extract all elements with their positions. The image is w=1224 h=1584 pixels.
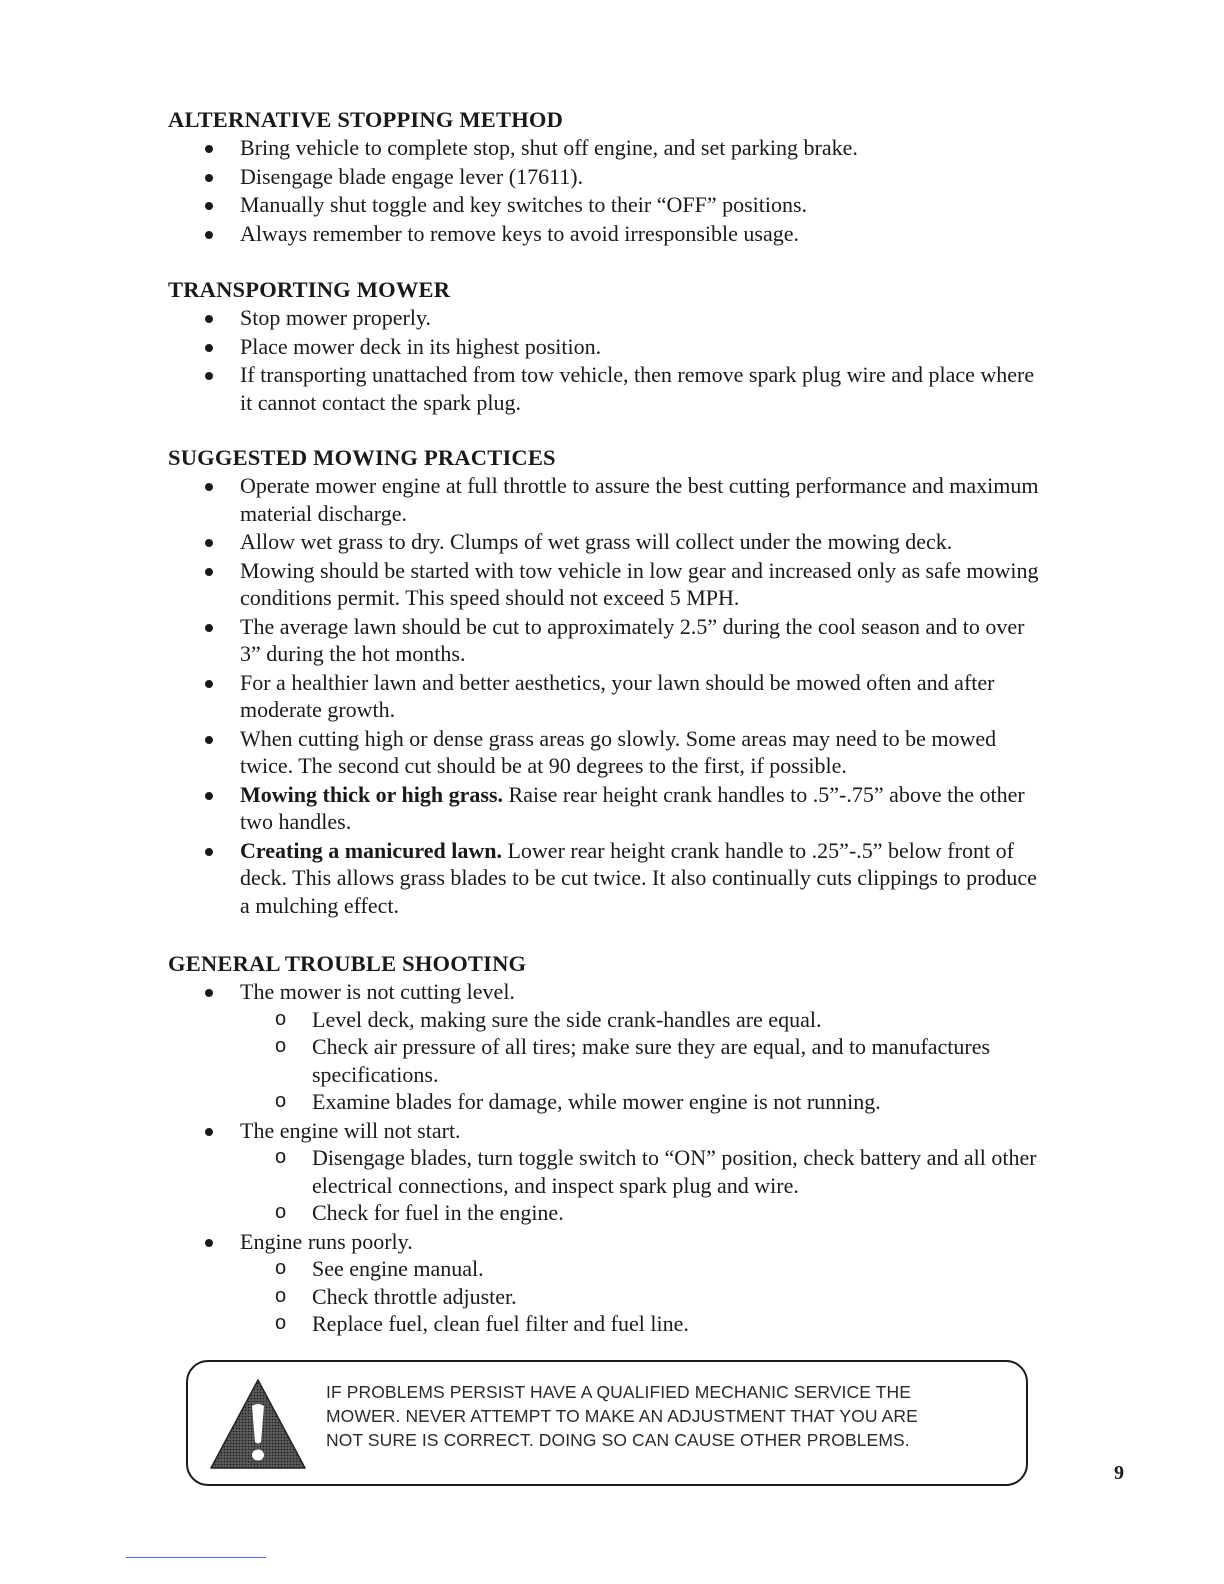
list-item xyxy=(168,333,1048,361)
sub-item-text: Check air pressure of all tires; make sure they are equal, and to manufactures specifications. xyxy=(312,1034,991,1087)
list-item xyxy=(168,191,1048,219)
sub-item-text: Check for fuel in the engine. xyxy=(312,1200,564,1225)
list-item xyxy=(168,472,1048,527)
item-text: For a healthier lawn and better aesthetics, your lawn should be mowed often and after moderate growth. xyxy=(240,669,995,722)
sub-list-item xyxy=(240,1199,1048,1227)
list-item xyxy=(168,304,1048,332)
bullet-list xyxy=(168,134,1048,247)
bullet-list xyxy=(168,304,1048,416)
bullet-icon xyxy=(205,483,213,491)
bullet-icon xyxy=(205,989,213,997)
hollow-bullet-icon: o xyxy=(275,1312,287,1334)
item-text: The engine will not start. xyxy=(240,1117,461,1143)
section-suggested-mowing xyxy=(168,444,1048,920)
item-text: Lower rear height crank handle to .25”-.5” below front of deck. This allows grass blades to be cut twice. It also continually cuts clippings to produce a mulching effect. xyxy=(240,837,1037,918)
item-text: Allow wet grass to dry. Clumps of wet grass will collect under the mowing deck. xyxy=(240,529,953,554)
list-item xyxy=(168,725,1048,780)
bullet-icon xyxy=(205,539,213,547)
bullet-icon xyxy=(205,1128,213,1136)
item-text: Raise rear height crank handles to .5”-.75” above the other two handles. xyxy=(240,781,1025,834)
sub-list-item xyxy=(240,1310,1048,1338)
sub-item-text: Examine blades for damage, while mower engine is not running. xyxy=(312,1089,881,1114)
item-text: The mower is not cutting level. xyxy=(240,979,515,1004)
bullet-icon xyxy=(205,344,213,352)
list-item xyxy=(168,837,1048,920)
bullet-icon xyxy=(205,792,213,800)
bullet-list xyxy=(168,978,1048,1338)
list-item xyxy=(168,361,1048,416)
warning-line: IF PROBLEMS PERSIST HAVE A QUALIFIED MECHANIC SERVICE THE xyxy=(326,1382,911,1402)
item-text: Always remember to remove keys to avoid irresponsible usage. xyxy=(240,220,800,246)
sub-list-item xyxy=(240,1283,1048,1311)
footer-rule xyxy=(126,1557,266,1558)
sub-item-text: See engine manual. xyxy=(312,1256,484,1281)
hollow-bullet-icon: o xyxy=(275,1146,287,1168)
list-item xyxy=(168,781,1048,836)
hollow-bullet-icon: o xyxy=(275,1284,287,1307)
sub-item-text: Disengage blades, turn toggle switch to “ON” position, check battery and all other electrical connections, and inspect spark plug and wire. xyxy=(312,1145,1037,1198)
sub-item-text: Replace fuel, clean fuel filter and fuel line. xyxy=(312,1311,689,1336)
section-alternative-stopping xyxy=(168,106,1048,248)
item-text: Place mower deck in its highest position. xyxy=(240,333,602,359)
section-heading: TRANSPORTING MOWER xyxy=(168,277,451,302)
sub-list xyxy=(240,1144,1048,1227)
bullet-icon xyxy=(205,568,213,576)
item-text: Mowing should be started with tow vehicle in low gear and increased only as safe mowing conditions permit. This speed should not exceed 5 MPH. xyxy=(240,557,1039,610)
bullet-icon xyxy=(205,231,213,239)
hollow-bullet-icon: o xyxy=(275,1090,287,1112)
list-item xyxy=(168,557,1048,612)
bullet-icon xyxy=(205,174,213,182)
sub-list-item xyxy=(240,1006,1048,1034)
section-heading: ALTERNATIVE STOPPING METHOD xyxy=(168,107,564,132)
sub-list-item xyxy=(240,1088,1048,1116)
warning-text xyxy=(326,1380,1016,1452)
sub-item-text: Level deck, making sure the side crank-handles are equal. xyxy=(312,1006,822,1032)
warning-line: NOT SURE IS CORRECT. DOING SO CAN CAUSE OTHER PROBLEMS. xyxy=(326,1430,910,1450)
bullet-list xyxy=(168,472,1048,919)
bullet-icon xyxy=(205,736,213,744)
hollow-bullet-icon: o xyxy=(275,1007,287,1030)
warning-triangle-icon xyxy=(208,1376,308,1472)
item-bold-lead: Creating a manicured lawn. xyxy=(240,837,502,863)
section-general-trouble-shooting xyxy=(168,950,1048,1339)
list-item xyxy=(168,163,1048,191)
item-text: Disengage blade engage lever (17611). xyxy=(240,163,584,189)
item-text: If transporting unattached from tow vehicle, then remove spark plug wire and place where it cannot contact the spark plug. xyxy=(240,362,1035,415)
list-item xyxy=(168,613,1048,668)
item-text: Engine runs poorly. xyxy=(240,1228,413,1254)
list-item xyxy=(168,528,1048,556)
sub-list xyxy=(240,1006,1048,1116)
sub-list xyxy=(240,1255,1048,1338)
bullet-icon xyxy=(205,680,213,688)
list-item xyxy=(168,1117,1048,1227)
item-bold-lead: Mowing thick or high grass. xyxy=(240,781,504,807)
item-text: Stop mower properly. xyxy=(240,305,432,330)
hollow-bullet-icon: o xyxy=(275,1201,287,1223)
bullet-icon xyxy=(205,624,213,632)
bullet-icon xyxy=(205,1239,213,1247)
hollow-bullet-icon: o xyxy=(275,1257,287,1279)
list-item xyxy=(168,134,1048,162)
section-heading: SUGGESTED MOWING PRACTICES xyxy=(168,445,556,470)
list-item xyxy=(168,220,1048,248)
sub-list-item xyxy=(240,1144,1048,1199)
item-text: Manually shut toggle and key switches to their “OFF” positions. xyxy=(240,192,808,217)
sub-item-text: Check throttle adjuster. xyxy=(312,1283,517,1309)
warning-box xyxy=(186,1360,1028,1486)
item-text: Bring vehicle to complete stop, shut off engine, and set parking brake. xyxy=(240,135,858,160)
bullet-icon xyxy=(205,372,213,380)
bullet-icon xyxy=(205,202,213,210)
list-item xyxy=(168,978,1048,1116)
section-transporting-mower xyxy=(168,276,1048,417)
section-heading: GENERAL TROUBLE SHOOTING xyxy=(168,951,527,976)
item-text: When cutting high or dense grass areas go slowly. Some areas may need to be mowed twice. The second cut should be at 90 degrees to the first, if possible. xyxy=(240,725,997,778)
page-number: 9 xyxy=(1114,1462,1124,1484)
item-text: The average lawn should be cut to approximately 2.5” during the cool season and to over 3” during the hot months. xyxy=(240,613,1025,666)
list-item xyxy=(168,669,1048,724)
hollow-bullet-icon: o xyxy=(275,1035,287,1057)
warning-line: MOWER. NEVER ATTEMPT TO MAKE AN ADJUSTMENT THAT YOU ARE xyxy=(326,1406,918,1426)
sub-list-item xyxy=(240,1033,1048,1088)
item-text: Operate mower engine at full throttle to assure the best cutting performance and maximum material discharge. xyxy=(240,473,1039,526)
bullet-icon xyxy=(205,145,213,153)
sub-list-item xyxy=(240,1255,1048,1283)
bullet-icon xyxy=(205,848,213,856)
list-item xyxy=(168,1228,1048,1338)
bullet-icon xyxy=(205,315,213,323)
